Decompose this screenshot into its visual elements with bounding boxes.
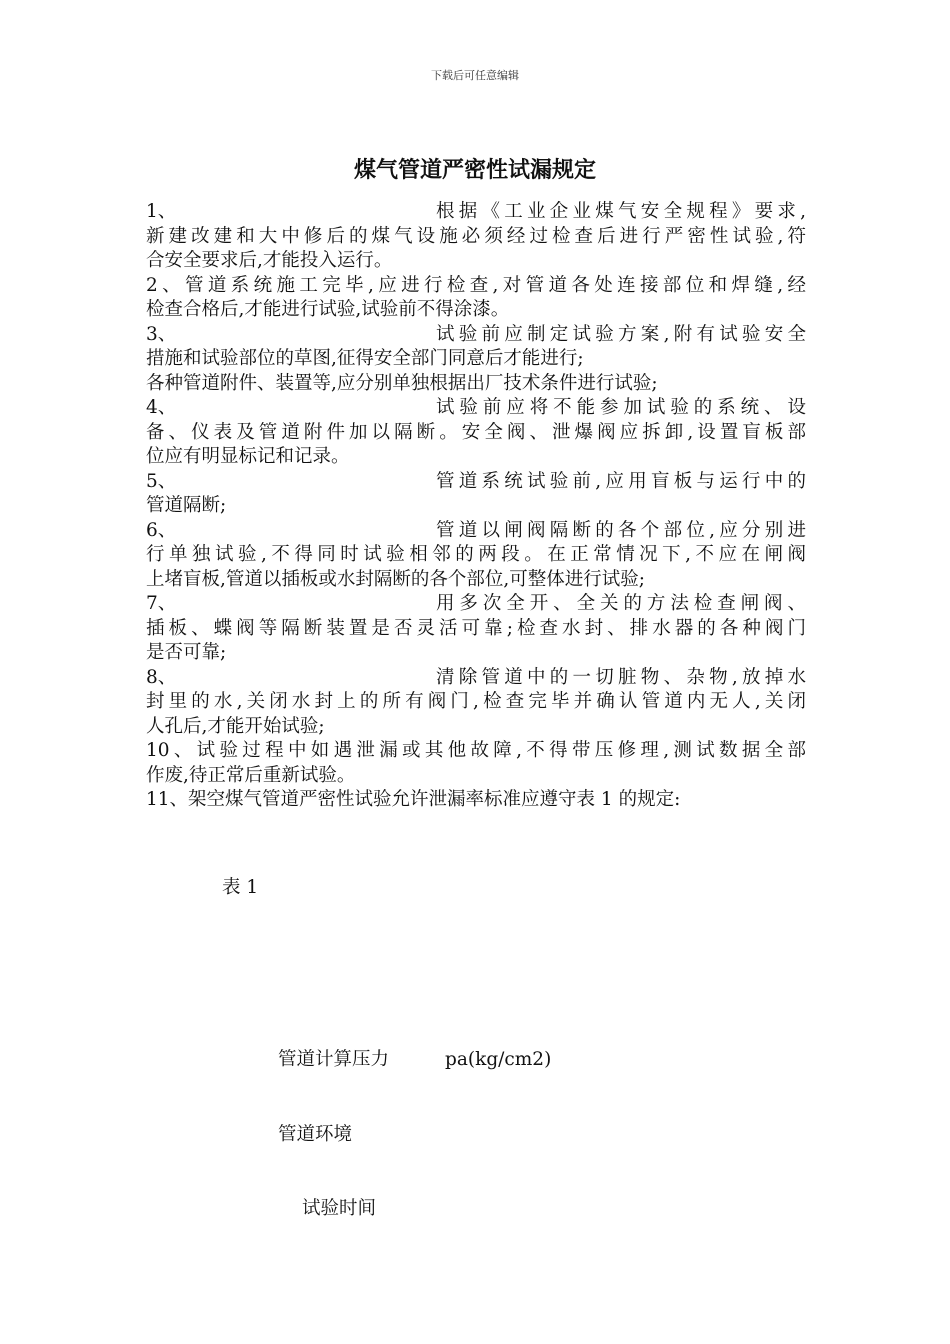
body-line: 10、试验过程中如遇泄漏或其他故障,不得带压修理,测试数据全部 bbox=[146, 740, 806, 761]
document-title: 煤气管道严密性试漏规定 bbox=[353, 158, 596, 183]
clause-text: 根据《工业企业煤气安全规程》要求, bbox=[436, 201, 806, 222]
clause-text: 清除管道中的一切脏物、杂物,放掉水 bbox=[436, 666, 806, 688]
header-note: 下载后可任意编辑 bbox=[431, 69, 519, 82]
table-label: 表 1 bbox=[222, 877, 259, 898]
pressure-unit: pa(kg/cm2) bbox=[445, 1049, 552, 1070]
pressure-label: 管道计算压力 bbox=[278, 1049, 390, 1070]
body-line: 检查合格后,才能进行试验,试验前不得涂漆。 bbox=[146, 299, 510, 320]
clause-8-line bbox=[146, 666, 806, 691]
clause-text: 试验前应将不能参加试验的系统、设 bbox=[436, 397, 806, 418]
clause-4-line bbox=[146, 396, 806, 421]
body-line: 2、管道系统施工完毕,应进行检查,对管道各处连接部位和焊缝,经 bbox=[146, 274, 806, 296]
clause-text: 管道系统试验前,应用盲板与运行中的 bbox=[436, 470, 806, 492]
clause-number: 7、 bbox=[146, 593, 177, 614]
body-line: 新建改建和大中修后的煤气设施必须经过检查后进行严密性试验,符 bbox=[146, 225, 806, 247]
body-line: 行单独试验,不得同时试验相邻的两段。在正常情况下,不应在闸阀 bbox=[146, 544, 806, 565]
body-line: 备、仪表及管道附件加以隔断。安全阀、泄爆阀应拆卸,设置盲板部 bbox=[146, 421, 806, 443]
body-line: 11、架空煤气管道严密性试验允许泄漏率标准应遵守表 1 的规定: bbox=[146, 789, 681, 810]
body-line: 人孔后,才能开始试验; bbox=[146, 715, 325, 737]
clause-number: 6、 bbox=[146, 519, 177, 541]
clause-text: 用多次全开、全关的方法检查闸阀、 bbox=[436, 593, 806, 614]
environment-label: 管道环境 bbox=[278, 1124, 353, 1145]
body-line: 上堵盲板,管道以插板或水封隔断的各个部位,可整体进行试验; bbox=[146, 568, 645, 590]
body-line: 管道隔断; bbox=[146, 495, 227, 516]
body-line: 作废,待正常后重新试验。 bbox=[146, 764, 356, 786]
body-line: 措施和试验部位的草图,征得安全部门同意后才能进行; bbox=[146, 348, 584, 369]
time-label: 试验时间 bbox=[302, 1198, 377, 1219]
body-line: 位应有明显标记和记录。 bbox=[146, 446, 350, 467]
clause-1-line bbox=[146, 200, 806, 225]
document-body bbox=[146, 200, 806, 813]
body-line: 是否可靠; bbox=[146, 642, 227, 663]
clause-number: 5、 bbox=[146, 470, 177, 492]
clause-text: 管道以闸阀隔断的各个部位,应分别进 bbox=[436, 519, 806, 541]
clause-5-line bbox=[146, 470, 806, 495]
clause-number: 1、 bbox=[146, 201, 177, 222]
clause-3-line bbox=[146, 323, 806, 348]
body-line: 封里的水,关闭水封上的所有阀门,检查完毕并确认管道内无人,关闭 bbox=[146, 691, 806, 712]
clause-number: 8、 bbox=[146, 666, 177, 688]
body-line: 合安全要求后,才能投入运行。 bbox=[146, 250, 393, 271]
clause-number: 4、 bbox=[146, 397, 177, 418]
body-line: 各种管道附件、装置等,应分别单独根据出厂技术条件进行试验; bbox=[146, 372, 658, 394]
clause-6-line bbox=[146, 519, 806, 544]
pressure-field bbox=[278, 1045, 551, 1071]
clause-7-line bbox=[146, 592, 806, 617]
body-line: 插板、蝶阀等隔断装置是否灵活可靠;检查水封、排水器的各种阀门 bbox=[146, 617, 806, 639]
clause-text: 试验前应制定试验方案,附有试验安全 bbox=[436, 323, 806, 345]
clause-number: 3、 bbox=[146, 323, 177, 345]
